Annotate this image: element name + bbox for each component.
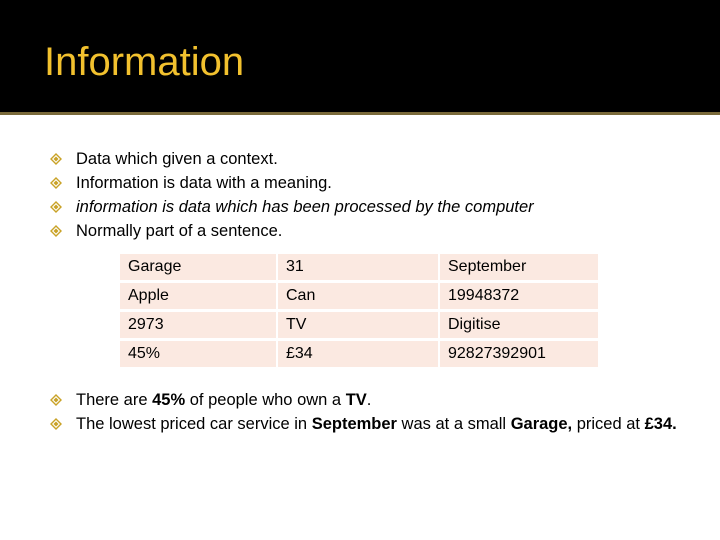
slide-title: Information xyxy=(44,40,245,84)
text-run: of people who own a xyxy=(185,391,346,409)
highlight-place: Garage, xyxy=(510,415,573,433)
bullet-text: Information is data with a meaning. xyxy=(76,174,332,192)
bullet-icon xyxy=(50,201,62,213)
table-cell: £34 xyxy=(278,341,438,367)
table-row xyxy=(120,283,598,309)
bullet-icon xyxy=(50,225,62,237)
bullet-text xyxy=(76,391,371,409)
table-cell: 92827392901 xyxy=(440,341,598,367)
highlight-percent: 45% xyxy=(152,391,186,409)
list-item xyxy=(50,412,690,436)
bullet-icon xyxy=(50,418,62,430)
table-cell: Digitise xyxy=(440,312,598,338)
table-cell: Can xyxy=(278,283,438,309)
table-cell: 45% xyxy=(120,341,276,367)
table-cell: 31 xyxy=(278,254,438,280)
data-table xyxy=(118,251,600,370)
bullet-icon xyxy=(50,153,62,165)
table-cell: 19948372 xyxy=(440,283,598,309)
bullet-icon xyxy=(50,394,62,406)
list-item xyxy=(50,147,534,171)
highlight-price: £34 xyxy=(644,415,673,433)
table-cell: Garage xyxy=(120,254,276,280)
bullet-text: Data which given a context. xyxy=(76,150,278,168)
text-run: priced at xyxy=(572,415,645,433)
highlight-tv: TV xyxy=(345,391,367,409)
text-run: The lowest priced car service in xyxy=(76,415,312,433)
text-run: . xyxy=(366,391,372,409)
table-row xyxy=(120,341,598,367)
highlight-month: September xyxy=(311,415,397,433)
bullet-text: information is data which has been processed by the computer xyxy=(76,198,534,216)
text-run: . xyxy=(672,415,677,433)
table-row xyxy=(120,254,598,280)
list-item xyxy=(50,388,690,412)
text-run: There are xyxy=(76,391,153,409)
table-cell: September xyxy=(440,254,598,280)
list-item xyxy=(50,219,534,243)
text-run: was at a small xyxy=(396,415,511,433)
table-cell: TV xyxy=(278,312,438,338)
list-item xyxy=(50,171,534,195)
bullet-text: Normally part of a sentence. xyxy=(76,222,283,240)
bullet-list-top xyxy=(50,147,534,243)
bullet-text xyxy=(76,415,677,433)
title-bar xyxy=(0,0,720,112)
table-cell: 2973 xyxy=(120,312,276,338)
bullet-list-bottom xyxy=(50,388,690,436)
bullet-icon xyxy=(50,177,62,189)
table-cell: Apple xyxy=(120,283,276,309)
list-item xyxy=(50,195,534,219)
table-row xyxy=(120,312,598,338)
title-divider xyxy=(0,112,720,115)
